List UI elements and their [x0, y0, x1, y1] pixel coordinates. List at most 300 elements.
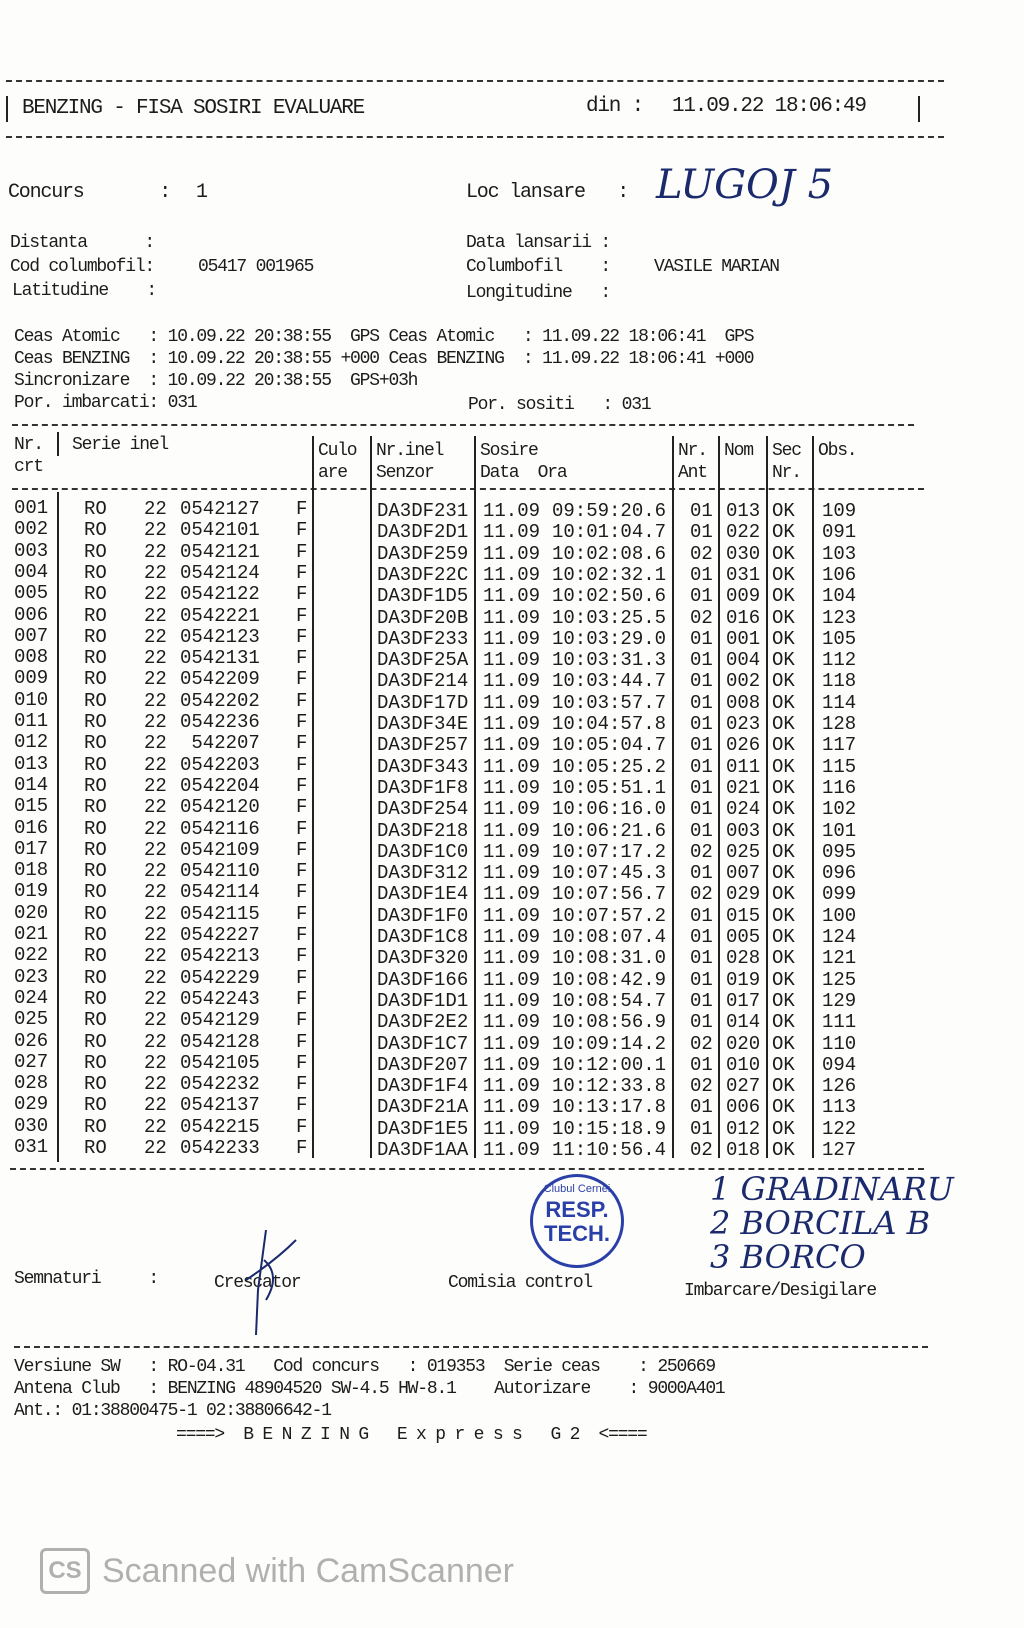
- cell-antenna: 02: [690, 542, 713, 565]
- cell-time: 10:07:45.3: [552, 862, 667, 885]
- cell-date: 11.09: [483, 862, 541, 885]
- cell-obs: 102: [822, 798, 857, 821]
- cell-country: RO: [84, 838, 107, 861]
- cell-date: 11.09: [483, 670, 541, 693]
- cell-obs: 091: [822, 521, 857, 544]
- cell-sec: OK: [772, 713, 795, 735]
- cell-antenna: 01: [690, 904, 713, 927]
- data-lansarii-label: Data lansarii :: [466, 233, 611, 253]
- cell-time: 10:08:31.0: [552, 947, 667, 970]
- cell-ring-number: 0542236: [180, 711, 260, 733]
- cell-country: RO: [84, 1094, 107, 1117]
- cell-country: RO: [84, 668, 107, 691]
- cell-country: RO: [84, 711, 107, 733]
- cell-obs: 123: [822, 606, 857, 629]
- cell-sex: F: [296, 668, 308, 691]
- cell-antenna: 01: [690, 1011, 713, 1034]
- cell-nr-crt: 027: [14, 1050, 49, 1073]
- cell-sex: F: [296, 498, 308, 520]
- cell-year: 22: [144, 924, 167, 946]
- cell-sec: OK: [772, 904, 795, 927]
- cell-country: RO: [84, 1073, 107, 1096]
- cell-nr-crt: 011: [14, 710, 49, 732]
- cell-nr-crt: 031: [14, 1136, 49, 1158]
- col-sosire: Sosire: [480, 441, 538, 461]
- cell-year: 22: [144, 561, 167, 584]
- cell-antenna: 01: [690, 500, 713, 522]
- cell-antenna: 01: [690, 968, 713, 991]
- cell-antenna: 01: [690, 989, 713, 1012]
- cell-sec: OK: [772, 947, 795, 970]
- cell-nom: 004: [726, 649, 761, 672]
- cell-sex: F: [296, 987, 308, 1010]
- cell-ring-number: 0542105: [180, 1051, 260, 1074]
- col-serie: Serie inel: [72, 435, 169, 455]
- cod-columbofil-value: 05417 001965: [198, 257, 314, 277]
- cell-ring-number: 0542204: [180, 774, 260, 797]
- cell-sensor-id: DA3DF218: [377, 819, 469, 842]
- cell-nom: 002: [726, 670, 761, 693]
- cell-antenna: 01: [690, 1053, 713, 1076]
- club-stamp: [530, 1174, 624, 1268]
- cell-ring-number: 0542124: [180, 561, 260, 584]
- cell-sensor-id: DA3DF20B: [377, 606, 469, 629]
- cell-nom: 010: [726, 1053, 761, 1076]
- cell-nom: 005: [726, 926, 761, 948]
- cell-year: 22: [144, 966, 167, 989]
- cod-columbofil-label: Cod columbofil:: [10, 257, 155, 277]
- cell-sex: F: [296, 1030, 308, 1053]
- cell-antenna: 01: [690, 734, 713, 757]
- cell-nr-crt: 001: [14, 497, 49, 519]
- cell-year: 22: [144, 647, 167, 670]
- cell-year: 22: [144, 1073, 167, 1096]
- cell-obs: 128: [822, 713, 857, 735]
- cell-ring-number: 0542221: [180, 604, 260, 627]
- cell-antenna: 01: [690, 926, 713, 948]
- cell-ring-number: 0542122: [180, 583, 260, 606]
- cell-nom: 030: [726, 542, 761, 565]
- cell-antenna: 01: [690, 585, 713, 608]
- cell-sensor-id: DA3DF1E5: [377, 1117, 469, 1140]
- cell-country: RO: [84, 625, 107, 648]
- cell-sec: OK: [772, 691, 795, 714]
- cell-country: RO: [84, 1115, 107, 1138]
- cell-obs: 115: [822, 755, 857, 778]
- cell-year: 22: [144, 1051, 167, 1074]
- cell-obs: 127: [822, 1139, 857, 1161]
- cell-time: 10:05:04.7: [552, 734, 667, 757]
- cell-year: 22: [144, 945, 167, 968]
- cell-sec: OK: [772, 1011, 795, 1034]
- col-nr-inel: Nr.inel: [376, 441, 444, 461]
- cell-sex: F: [296, 732, 308, 755]
- cell-sensor-id: DA3DF166: [377, 968, 469, 991]
- cell-sex: F: [296, 519, 308, 542]
- cell-nom: 027: [726, 1075, 761, 1098]
- cell-nr-crt: 018: [14, 859, 49, 882]
- column-divider: [312, 436, 314, 1158]
- cell-time: 10:03:44.7: [552, 670, 667, 693]
- cell-sec: OK: [772, 649, 795, 672]
- cell-antenna: 01: [690, 670, 713, 693]
- cell-time: 10:03:25.5: [552, 606, 667, 629]
- cell-sec: OK: [772, 776, 795, 799]
- cell-year: 22: [144, 540, 167, 563]
- col-are: are: [318, 463, 347, 483]
- col-obs: Obs.: [818, 441, 857, 461]
- cell-country: RO: [84, 987, 107, 1010]
- cell-sec: OK: [772, 926, 795, 948]
- col-crt: crt: [14, 457, 43, 477]
- cell-nr-crt: 009: [14, 667, 49, 690]
- cell-obs: 114: [822, 691, 857, 714]
- cell-nom: 024: [726, 798, 761, 821]
- cell-year: 22: [144, 1115, 167, 1138]
- cell-ring-number: 0542101: [180, 519, 260, 542]
- cell-sec: OK: [772, 862, 795, 885]
- document-title: BENZING - FISA SOSIRI EVALUARE: [22, 97, 365, 120]
- cell-year: 22: [144, 796, 167, 819]
- cell-antenna: 01: [690, 862, 713, 885]
- cell-sensor-id: DA3DF22C: [377, 563, 469, 586]
- cell-nr-crt: 028: [14, 1072, 49, 1095]
- stamp-club-name: Clubul Cernei: [543, 1183, 611, 1195]
- cell-time: 10:03:29.0: [552, 627, 667, 650]
- cell-sec: OK: [772, 670, 795, 693]
- handwritten-name-3: 3 BORCO: [710, 1238, 866, 1276]
- column-divider: [370, 436, 372, 1158]
- cell-antenna: 02: [690, 883, 713, 906]
- cell-sec: OK: [772, 1032, 795, 1055]
- cell-nom: 009: [726, 585, 761, 608]
- cell-year: 22: [144, 1094, 167, 1117]
- cell-antenna: 02: [690, 1139, 713, 1161]
- concurs-label: Concurs :: [8, 181, 171, 204]
- divider: [12, 424, 914, 426]
- cell-sensor-id: DA3DF1F0: [377, 904, 469, 927]
- cell-sex: F: [296, 604, 308, 627]
- cell-country: RO: [84, 817, 107, 840]
- cell-date: 11.09: [483, 606, 541, 629]
- stamp-tech: TECH.: [544, 1221, 610, 1246]
- cell-obs: 116: [822, 776, 857, 799]
- cell-sex: F: [296, 647, 308, 670]
- cell-nr-crt: 005: [14, 582, 49, 605]
- col-nr: Nr.: [14, 435, 43, 455]
- column-divider: [766, 436, 768, 1158]
- divider: [14, 1346, 928, 1348]
- cell-obs: 113: [822, 1096, 857, 1119]
- cell-sec: OK: [772, 968, 795, 991]
- loc-lansare-handwritten: LUGOJ 5: [656, 162, 834, 208]
- cell-sex: F: [296, 1115, 308, 1138]
- cell-nom: 001: [726, 627, 761, 650]
- cell-sensor-id: DA3DF1C8: [377, 926, 469, 948]
- cell-nom: 020: [726, 1032, 761, 1055]
- signature-crescator: [236, 1220, 306, 1340]
- divider: [12, 488, 924, 490]
- cell-obs: 110: [822, 1032, 857, 1055]
- cell-obs: 094: [822, 1053, 857, 1076]
- col-nom: Nom: [724, 441, 753, 461]
- cell-year: 22: [144, 774, 167, 797]
- cell-obs: 096: [822, 862, 857, 885]
- cell-time: 10:02:32.1: [552, 563, 667, 586]
- cell-ring-number: 0542232: [180, 1073, 260, 1096]
- cell-country: RO: [84, 647, 107, 670]
- cell-nr-crt: 014: [14, 773, 49, 796]
- footer-line-1: Versiune SW : RO-04.31 Cod concurs : 019353 Serie ceas : 250669: [14, 1357, 715, 1377]
- cell-year: 22: [144, 987, 167, 1010]
- cell-obs: 099: [822, 883, 857, 906]
- cell-sec: OK: [772, 798, 795, 821]
- cell-sensor-id: DA3DF259: [377, 542, 469, 565]
- cell-sec: OK: [772, 819, 795, 842]
- cell-obs: 126: [822, 1075, 857, 1098]
- cell-sex: F: [296, 1051, 308, 1074]
- cell-country: RO: [84, 924, 107, 946]
- cell-antenna: 01: [690, 691, 713, 714]
- cell-obs: 111: [822, 1011, 857, 1034]
- cell-sec: OK: [772, 585, 795, 608]
- cell-year: 22: [144, 732, 167, 755]
- cell-nr-crt: 029: [14, 1093, 49, 1116]
- cell-sec: OK: [772, 1117, 795, 1140]
- cell-year: 22: [144, 498, 167, 520]
- concurs-value: 1: [196, 181, 207, 204]
- cell-sec: OK: [772, 840, 795, 863]
- cell-nr-crt: 030: [14, 1114, 49, 1137]
- cell-sec: OK: [772, 1096, 795, 1119]
- cell-sensor-id: DA3DF1D5: [377, 585, 469, 608]
- cell-date: 11.09: [483, 883, 541, 906]
- cell-antenna: 02: [690, 606, 713, 629]
- cell-date: 11.09: [483, 1139, 541, 1161]
- cell-ring-number: 0542128: [180, 1030, 260, 1053]
- cell-ring-number: 0542127: [180, 498, 260, 520]
- cell-time: 10:03:31.3: [552, 649, 667, 672]
- cell-nr-crt: 006: [14, 603, 49, 626]
- cell-sec: OK: [772, 606, 795, 629]
- cell-ring-number: 0542227: [180, 924, 260, 946]
- column-divider: [57, 432, 59, 456]
- cell-ring-number: 0542202: [180, 689, 260, 712]
- cell-obs: 106: [822, 563, 857, 586]
- cell-nr-crt: 004: [14, 560, 49, 583]
- cell-country: RO: [84, 583, 107, 606]
- cell-nr-crt: 003: [14, 539, 49, 562]
- cell-sex: F: [296, 561, 308, 584]
- cell-nom: 017: [726, 989, 761, 1012]
- cell-sex: F: [296, 1094, 308, 1117]
- cell-ring-number: 0542131: [180, 647, 260, 670]
- cell-date: 11.09: [483, 819, 541, 842]
- cell-ring-number: 0542229: [180, 966, 260, 989]
- cell-sex: F: [296, 689, 308, 712]
- border-right: [918, 96, 920, 122]
- cell-sex: F: [296, 796, 308, 819]
- cell-ring-number: 0542137: [180, 1094, 260, 1117]
- camscanner-logo-icon: CS: [40, 1548, 90, 1594]
- longitudine-label: Longitudine :: [466, 283, 611, 303]
- cell-country: RO: [84, 881, 107, 904]
- cell-sex: F: [296, 817, 308, 840]
- cell-sensor-id: DA3DF1F4: [377, 1075, 469, 1098]
- cell-year: 22: [144, 519, 167, 542]
- cell-antenna: 01: [690, 798, 713, 821]
- cell-sex: F: [296, 583, 308, 606]
- cell-time: 10:02:08.6: [552, 542, 667, 565]
- divider: [6, 136, 944, 138]
- cell-country: RO: [84, 945, 107, 968]
- cell-antenna: 02: [690, 1032, 713, 1055]
- cell-time: 10:01:04.7: [552, 521, 667, 544]
- col-nr-ant: Nr.: [678, 441, 707, 461]
- cell-ring-number: 0542215: [180, 1115, 260, 1138]
- cell-nom: 028: [726, 947, 761, 970]
- cell-nr-crt: 025: [14, 1008, 49, 1031]
- cell-time: 10:07:56.7: [552, 883, 667, 906]
- camscanner-watermark: [40, 1548, 514, 1594]
- cell-country: RO: [84, 604, 107, 627]
- cell-country: RO: [84, 732, 107, 755]
- column-divider: [812, 436, 814, 1158]
- cell-country: RO: [84, 689, 107, 712]
- cell-year: 22: [144, 625, 167, 648]
- cell-date: 11.09: [483, 521, 541, 544]
- imbarcare-label: Imbarcare/Desigilare: [684, 1281, 877, 1301]
- cell-sensor-id: DA3DF231: [377, 500, 469, 522]
- cell-ring-number: 0542203: [180, 753, 260, 776]
- cell-nr-crt: 012: [14, 731, 49, 754]
- cell-nom: 019: [726, 968, 761, 991]
- cell-nr-crt: 008: [14, 646, 49, 669]
- cell-sensor-id: DA3DF1F8: [377, 776, 469, 799]
- cell-year: 22: [144, 753, 167, 776]
- cell-country: RO: [84, 860, 107, 883]
- cell-antenna: 02: [690, 1075, 713, 1098]
- cell-obs: 122: [822, 1117, 857, 1140]
- handwritten-name-2: 2 BORCILA B: [710, 1204, 931, 1242]
- cell-ring-number: 0542129: [180, 1009, 260, 1032]
- cell-sex: F: [296, 902, 308, 925]
- cell-country: RO: [84, 561, 107, 584]
- cell-sensor-id: DA3DF214: [377, 670, 469, 693]
- cell-sex: F: [296, 860, 308, 883]
- cell-time: 10:13:17.8: [552, 1096, 667, 1119]
- cell-year: 22: [144, 583, 167, 606]
- cell-obs: 121: [822, 947, 857, 970]
- cell-ring-number: 0542120: [180, 796, 260, 819]
- cell-sensor-id: DA3DF312: [377, 862, 469, 885]
- cell-year: 22: [144, 817, 167, 840]
- clock-line-1: Ceas Atomic : 10.09.22 20:38:55 GPS Ceas Atomic : 11.09.22 18:06:41 GPS: [14, 327, 754, 347]
- cell-antenna: 01: [690, 649, 713, 672]
- cell-nom: 007: [726, 862, 761, 885]
- cell-sensor-id: DA3DF254: [377, 798, 469, 821]
- cell-sensor-id: DA3DF320: [377, 947, 469, 970]
- cell-country: RO: [84, 902, 107, 925]
- cell-date: 11.09: [483, 649, 541, 672]
- column-divider: [718, 436, 720, 1158]
- por-sositi: Por. sositi : 031: [468, 395, 651, 415]
- cell-nr-crt: 021: [14, 923, 49, 945]
- cell-date: 11.09: [483, 840, 541, 863]
- cell-date: 11.09: [483, 542, 541, 565]
- cell-date: 11.09: [483, 585, 541, 608]
- col-data-ora: Data Ora: [480, 463, 567, 483]
- cell-date: 11.09: [483, 947, 541, 970]
- cell-date: 11.09: [483, 713, 541, 735]
- cell-obs: 112: [822, 649, 857, 672]
- cell-time: 10:04:57.8: [552, 713, 667, 735]
- cell-obs: 117: [822, 734, 857, 757]
- cell-ring-number: 0542110: [180, 860, 260, 883]
- cell-time: 10:03:57.7: [552, 691, 667, 714]
- cell-sex: F: [296, 881, 308, 904]
- cell-ring-number: 0542114: [180, 881, 260, 904]
- cell-sex: F: [296, 945, 308, 968]
- cell-time: 11:10:56.4: [552, 1139, 667, 1161]
- cell-time: 10:09:14.2: [552, 1032, 667, 1055]
- cell-nom: 006: [726, 1096, 761, 1119]
- cell-date: 11.09: [483, 904, 541, 927]
- cell-sec: OK: [772, 500, 795, 522]
- cell-obs: 105: [822, 627, 857, 650]
- cell-sensor-id: DA3DF25A: [377, 649, 469, 672]
- cell-date: 11.09: [483, 1117, 541, 1140]
- cell-sex: F: [296, 966, 308, 989]
- cell-nom: 008: [726, 691, 761, 714]
- cell-date: 11.09: [483, 734, 541, 757]
- cell-nom: 023: [726, 713, 761, 735]
- cell-country: RO: [84, 1051, 107, 1074]
- column-divider: [474, 436, 476, 1158]
- cell-nom: 025: [726, 840, 761, 863]
- cell-nr-crt: 020: [14, 901, 49, 924]
- column-divider: [672, 436, 674, 1158]
- cell-time: 10:15:18.9: [552, 1117, 667, 1140]
- cell-nr-crt: 016: [14, 816, 49, 839]
- cell-sensor-id: DA3DF17D: [377, 691, 469, 714]
- cell-date: 11.09: [483, 1053, 541, 1076]
- cell-nom: 026: [726, 734, 761, 757]
- column-divider: [57, 492, 59, 1162]
- col-ant: Ant: [678, 463, 707, 483]
- cell-obs: 095: [822, 840, 857, 863]
- cell-antenna: 01: [690, 776, 713, 799]
- cell-year: 22: [144, 902, 167, 925]
- cell-sensor-id: DA3DF1E4: [377, 883, 469, 906]
- cell-date: 11.09: [483, 1075, 541, 1098]
- cell-time: 10:06:16.0: [552, 798, 667, 821]
- cell-sex: F: [296, 774, 308, 797]
- por-imbarcati: Por. imbarcati: 031: [14, 393, 197, 413]
- cell-time: 10:07:57.2: [552, 904, 667, 927]
- cell-sensor-id: DA3DF233: [377, 627, 469, 650]
- footer-line-2: Antena Club : BENZING 48904520 SW-4.5 HW-8.1 Autorizare : 9000A401: [14, 1379, 725, 1399]
- cell-sensor-id: DA3DF2D1: [377, 521, 469, 544]
- cell-antenna: 01: [690, 755, 713, 778]
- cell-sec: OK: [772, 521, 795, 544]
- cell-country: RO: [84, 1137, 107, 1159]
- cell-obs: 124: [822, 926, 857, 948]
- cell-country: RO: [84, 1030, 107, 1053]
- din-label: din :: [586, 95, 644, 118]
- cell-date: 11.09: [483, 968, 541, 991]
- cell-antenna: 01: [690, 1117, 713, 1140]
